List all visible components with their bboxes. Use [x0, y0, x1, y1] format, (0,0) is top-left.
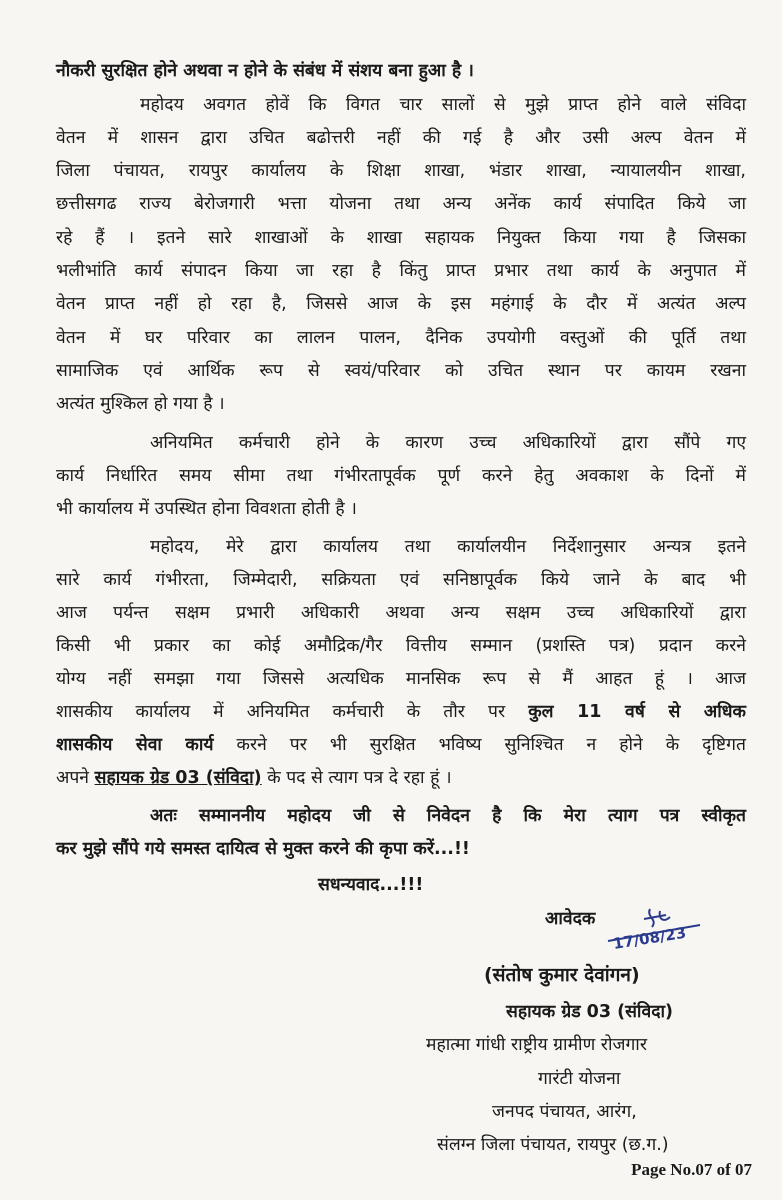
service-years-highlight: कुल 11 वर्ष से अधिक — [528, 702, 746, 722]
p3-line6-text: शासकीय कार्यालय में अनियमित कर्मचारी के तौर पर — [56, 702, 506, 722]
signature — [600, 905, 710, 955]
organization-line-2: गारंटी योजना — [538, 1069, 621, 1089]
signature-date: 17/08/23 — [611, 923, 688, 953]
paragraph-0-line-1: नौकरी सुरक्षित होने अथवा न होने के संबंध में संशय बना हुआ है । — [56, 61, 474, 81]
paragraph-3-line-3: आज पर्यन्त सक्षम प्रभारी अधिकारी अथवा अन्य सक्षम उच्च अधिकारियों द्वारा — [56, 603, 746, 623]
paragraph-2-line-3: भी कार्यालय में उपस्थित होना विवशता होती है । — [56, 499, 357, 519]
service-work-highlight: शासकीय सेवा कार्य — [56, 735, 214, 755]
paragraph-3-line-4: किसी भी प्रकार का कोई अमौद्रिक/गैर वित्तीय सम्मान (प्रशस्ति पत्र) प्रदान करने — [56, 636, 746, 656]
p3-line8-text-c: के पद से त्याग पत्र दे रहा हूं । — [267, 768, 452, 788]
organization-line-1: महात्मा गांधी राष्ट्रीय ग्रामीण रोजगार — [426, 1035, 647, 1055]
paragraph-1-line-5: रहे हैं । इतने सारे शाखाओं के शाखा सहायक नियुक्त किया गया है जिसका — [56, 228, 746, 248]
applicant-label: आवेदक — [545, 909, 596, 929]
paragraph-1-line-8: वेतन में घर परिवार का लालन पालन, दैनिक उपयोगी वस्तुओं की पूर्ति तथा — [56, 328, 746, 348]
paragraph-1-line-6: भलीभांति कार्य संपादन किया जा रहा है किंतु प्राप्त प्रभार तथा कार्य के अनुपात में — [56, 261, 746, 281]
paragraph-1-line-3: जिला पंचायत, रायपुर कार्यालय के शिक्षा शाखा, भंडार शाखा, न्यायालयीन शाखा, — [56, 161, 746, 181]
paragraph-1-line-1: महोदय अवगत होवें कि विगत चार सालों से मुझे प्राप्त होने वाले संविदा — [140, 95, 746, 115]
paragraph-1-line-10: अत्यंत मुश्किल हो गया है । — [56, 394, 225, 414]
paragraph-3-line-7 — [56, 732, 746, 758]
page-number: Page No.07 of 07 — [631, 1160, 752, 1179]
paragraph-2-line-2: कार्य निर्धारित समय सीमा तथा गंभीरतापूर्वक पूर्ण करने हेतु अवकाश के दिनों में — [56, 466, 746, 486]
paragraph-3-line-8 — [56, 765, 746, 791]
paragraph-1-line-9: सामाजिक एवं आर्थिक रूप से स्वयं/परिवार को उचित स्थान पर कायम रखना — [56, 361, 746, 381]
paragraph-1-line-4: छत्तीसगढ राज्य बेरोजगारी भत्ता योजना तथा अन्य अनेंक कार्य संपादित किये जा — [56, 194, 746, 214]
post-name-highlight: सहायक ग्रेड 03 (संविदा) — [94, 768, 262, 788]
closing-thanks: सधन्यवाद...!!! — [318, 875, 424, 895]
p3-line7-text: करने पर भी सुरक्षित भविष्य सुनिश्चित न होने के दृष्टिगत — [236, 735, 746, 755]
paragraph-4-line-1: अतः सम्माननीय महोदय जी से निवेदन है कि मेरा त्याग पत्र स्वीकृत — [150, 806, 746, 826]
paragraph-1-line-2: वेतन में शासन द्वारा उचित बढोत्तरी नहीं की गई है और उसी अल्प वेतन में — [56, 128, 746, 148]
paragraph-2-line-1: अनियमित कर्मचारी होने के कारण उच्च अधिकारियों द्वारा सौंपे गए — [150, 433, 746, 453]
applicant-designation: सहायक ग्रेड 03 (संविदा) — [506, 1002, 674, 1022]
paragraph-4-line-2: कर मुझे सौंपे गये समस्त दायित्व से मुक्त करने की कृपा करें...!! — [56, 839, 470, 859]
organization-line-3: जनपद पंचायत, आरंग, — [492, 1102, 637, 1122]
paragraph-3-line-1: महोदय, मेरे द्वारा कार्यालय तथा कार्यालयीन निर्देशानुसार अन्यत्र इतने — [150, 537, 746, 557]
paragraph-3-line-5: योग्य नहीं समझा गया जिससे अत्यधिक मानसिक रूप से मैं आहत हूं । आज — [56, 669, 746, 689]
p3-line8-text-a: अपने — [56, 768, 90, 788]
organization-line-4: संलग्न जिला पंचायत, रायपुर (छ.ग.) — [437, 1135, 669, 1155]
paragraph-3-line-2: सारे कार्य गंभीरता, जिम्मेदारी, सक्रियता एवं सनिष्ठापूर्वक किये जाने के बाद भी — [56, 570, 746, 590]
paragraph-1-line-7: वेतन प्राप्त नहीं हो रहा है, जिससे आज के इस महंगाई के दौर में अत्यंत अल्प — [56, 294, 746, 314]
applicant-name: (संतोष कुमार देवांगन) — [484, 964, 640, 986]
paragraph-3-line-6 — [56, 699, 746, 725]
